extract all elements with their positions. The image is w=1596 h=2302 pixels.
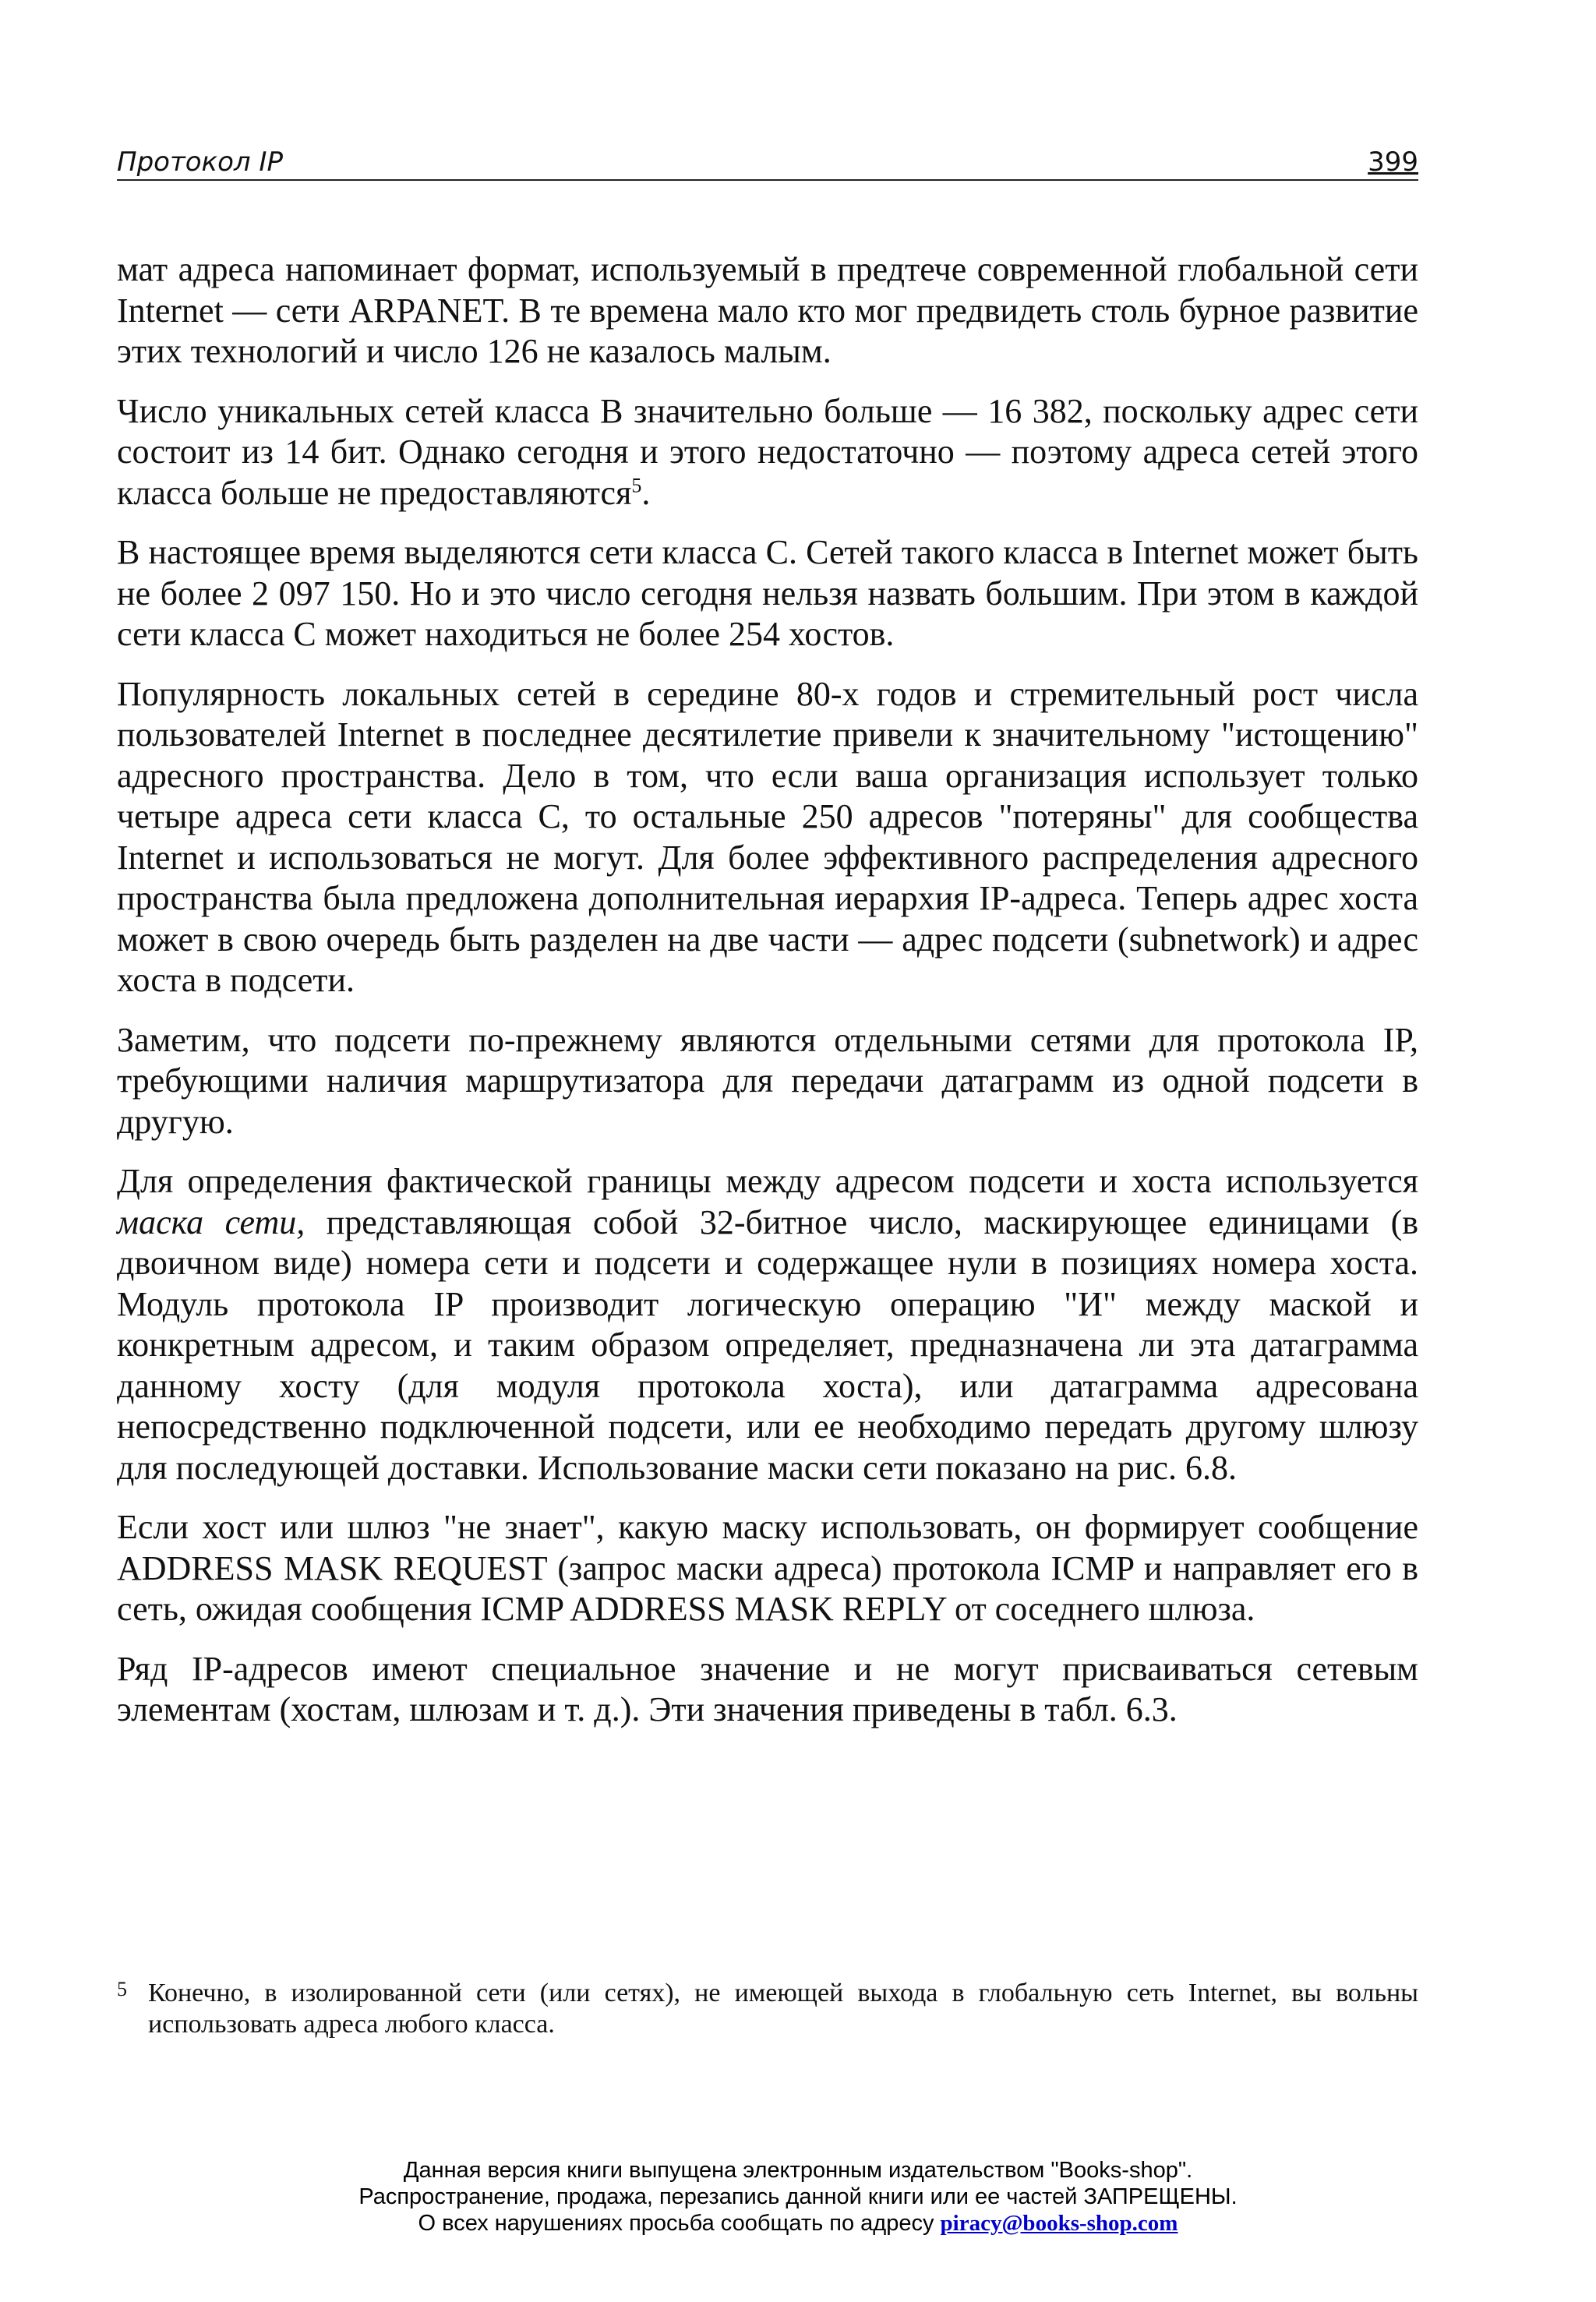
- chapter-title: Протокол IP: [117, 147, 283, 178]
- paragraph-subnets-routing: Заметим, что подсети по-прежнему являются отдельными сетями для протокола IP, требующими наличия маршрутизатора для передачи датаграмм из одной подсети в другую.: [117, 1020, 1418, 1141]
- paragraph-special-addresses: Ряд IP-адресов имеют специальное значение и не могут присваиваться сетевым элементам (хостам, шлюзам и т. д.). Эти значения приведены в табл. 6.3.: [117, 1649, 1418, 1728]
- paragraph-class-c: В настоящее время выделяются сети класса C. Сетей такого класса в Internet может быть не более 2 097 150. Но и это число сегодня нельзя назвать большим. При этом в каждой сети класса C может находиться не более 254 хостов.: [117, 533, 1418, 653]
- paragraph-netmask-before: Для определения фактической границы между адресом подсети и хоста используется: [117, 1162, 1418, 1200]
- notice-line-2: Распространение, продажа, перезапись данной книги или ее частей ЗАПРЕЩЕНЫ.: [358, 2184, 1238, 2209]
- footnote-ref[interactable]: 5: [631, 473, 642, 496]
- footnote-text: Конечно, в изолированной сети (или сетях), не имеющей выхода в глобальную сеть Internet, вы вольны использовать адреса любого класса.: [148, 1979, 1418, 2039]
- body-text: [117, 249, 1418, 1749]
- notice-line-3: [0, 2210, 1596, 2237]
- paragraph-netmask-after: представляющая собой 32-битное число, маскирующее единицами (в двоичном виде) номера сети и подсети и содержащее нули в позициях номера хоста. Модуль протокола IP производит логическую операцию "И" между маской и конкретным адресом, и таким образом определяет, предназначена ли эта датаграмма данному хосту (для модуля протокола хоста), или датаграмма адресована непосредственно подключенной подсети, или ее необходимо передать другому шлюзу для последующей доставки. Использование маски сети показано на рис. 6.8.: [117, 1202, 1418, 1487]
- paragraph-class-b-text: Число уникальных сетей класса B значительно больше — 16 382, поскольку адрес сети состоит из 14 бит. Однако сегодня и этого недостаточно — поэтому адреса сетей этого класса больше не предоставляются: [117, 391, 1418, 512]
- netmask-term: маска сети,: [117, 1202, 305, 1241]
- paragraph-netmask: [117, 1161, 1418, 1488]
- page-number: 399: [1368, 147, 1418, 178]
- copyright-notice: [0, 2157, 1596, 2237]
- paragraph-class-b-end: .: [641, 473, 651, 512]
- notice-line-3-prefix: О всех нарушениях просьба сообщать по адресу: [418, 2211, 941, 2236]
- paragraph-class-b: [117, 391, 1418, 514]
- paragraph-arpanet: мат адреса напоминает формат, используемый в предтече современной глобальной сети Internet — сети ARPANET. В те времена мало кто мог предвидеть столь бурное развитие этих технологий и число 126 не казалось малым.: [117, 250, 1418, 370]
- paragraph-icmp-mask: Если хост или шлюз "не знает", какую маску использовать, он формирует сообщение ADDRESS MASK REQUEST (запрос маски адреса) протокола ICMP и направляет его в сеть, ожидая сообщения ICMP ADDRESS MASK REPLY от соседнего шлюза.: [117, 1508, 1418, 1628]
- piracy-email-link[interactable]: piracy@books-shop.com: [940, 2211, 1178, 2236]
- footnote-mark: 5: [117, 1978, 127, 2000]
- running-header: [117, 142, 1418, 181]
- notice-line-1: Данная версия книги выпущена электронным издательством "Books-shop".: [403, 2158, 1193, 2183]
- footnote: [117, 1978, 1418, 2040]
- paragraph-subnetting: Популярность локальных сетей в середине 80-х годов и стремительный рост числа пользователей Internet в последнее десятилетие привели к значительному "истощению" адресного пространства. Дело в том, что если ваша организация использует только четыре адреса сети класса C, то остальные 250 адресов "потеряны" для сообщества Internet и использоваться не могут. Для более эффективного распределения адресного пространства была предложена дополнительная иерархия IP-адреса. Теперь адрес хоста может в свою очередь быть разделен на две части — адрес подсети (subnetwork) и адрес хоста в подсети.: [117, 674, 1418, 999]
